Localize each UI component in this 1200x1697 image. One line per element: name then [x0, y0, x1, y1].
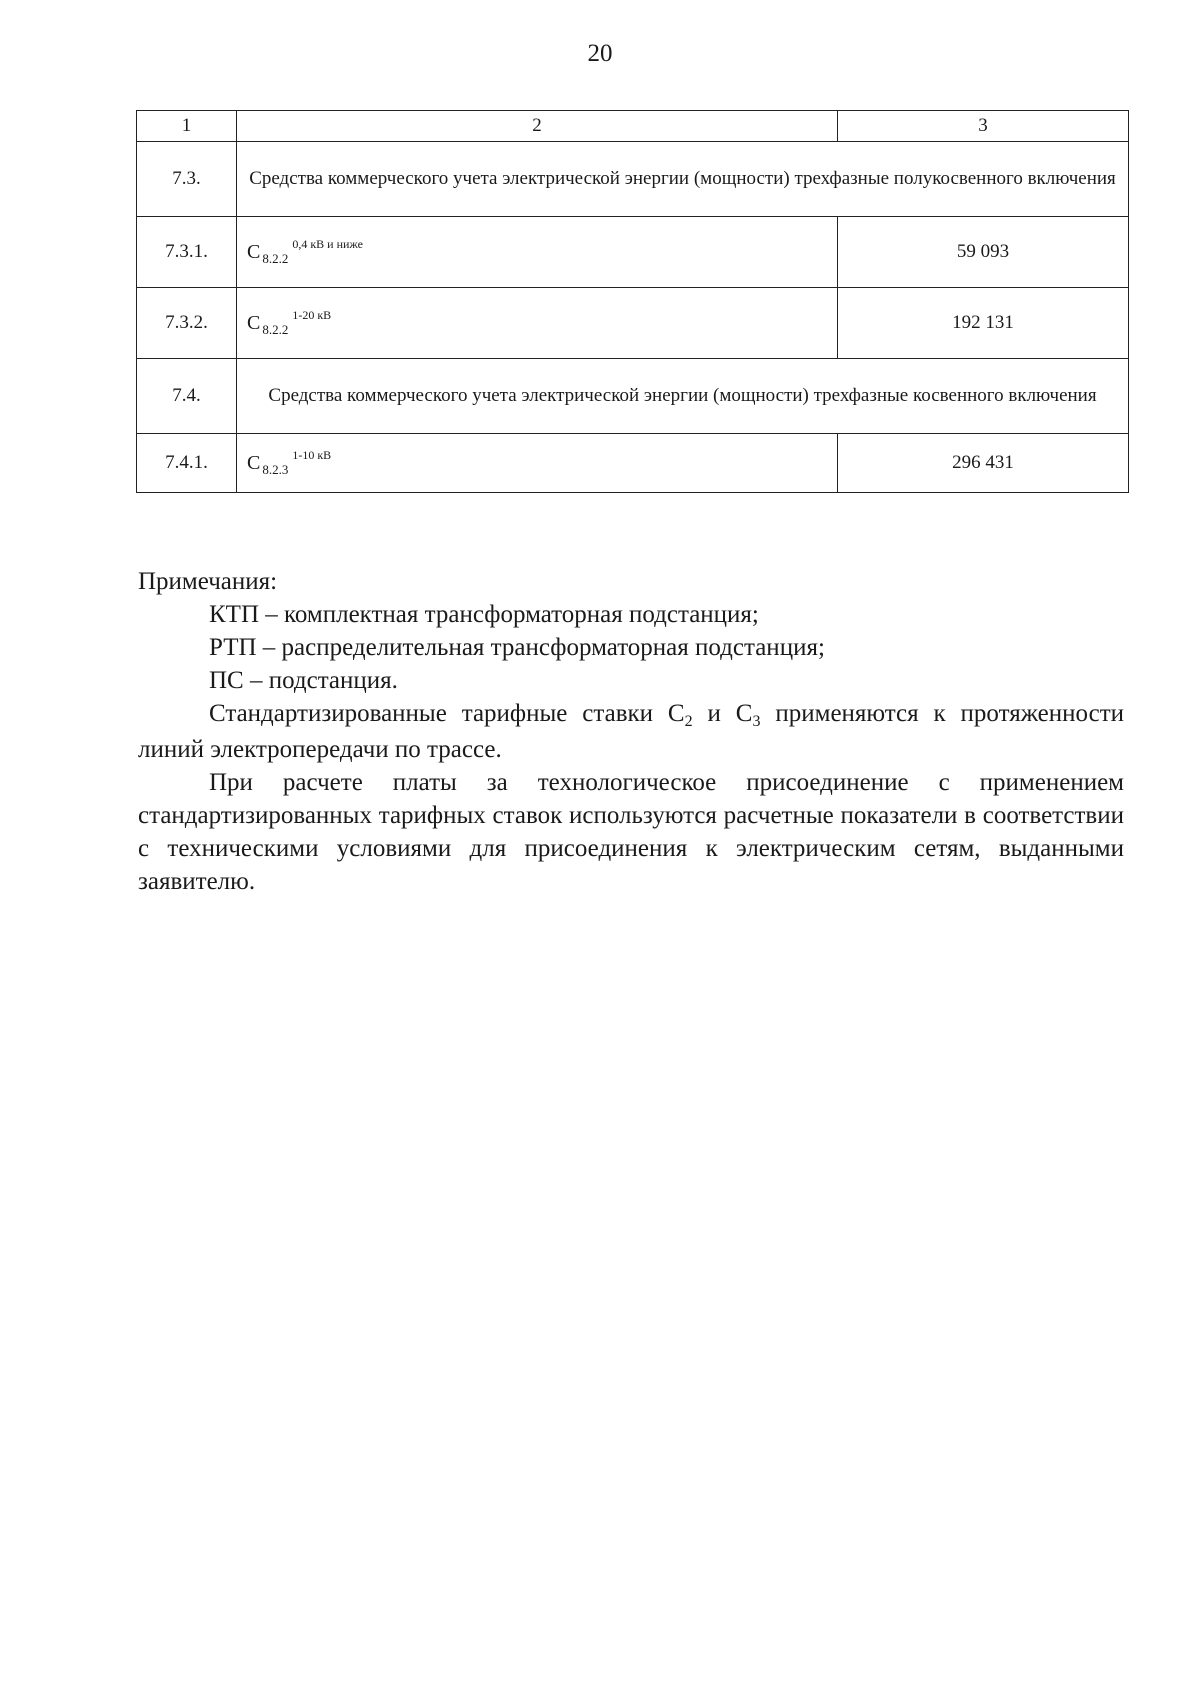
tariff-symbol [237, 288, 838, 359]
tariff-value: 192 131 [838, 288, 1129, 359]
row-number: 7.3. [137, 142, 237, 217]
symbol-superscript: 1-20 кВ [292, 307, 332, 322]
tariff-symbol [237, 217, 838, 288]
table-row [137, 288, 1129, 359]
note-paragraph-calculation: При расчете платы за технологическое присоединение с применением стандартизированных тарифных ставок используются расчетные показатели в соответствии с техническими условиями для присоединения к электрическим сетям, выданными заявителю. [138, 769, 1124, 895]
notes-title: Примечания: [138, 568, 278, 595]
note-item: ПС – подстанция. [209, 667, 398, 694]
symbol-subscript: 8.2.2 [262, 250, 289, 266]
symbol-superscript: 0,4 кВ и ниже [292, 236, 363, 251]
header-cell-2: 2 [237, 111, 838, 142]
section-description: Средства коммерческого учета электрической энергии (мощности) трехфазные косвенного включения [237, 359, 1129, 434]
header-cell-3: 3 [838, 111, 1129, 142]
header-cell-1: 1 [137, 111, 237, 142]
symbol-superscript: 1-10 кВ [292, 447, 332, 462]
subscript: 3 [752, 713, 761, 730]
table-row [137, 217, 1129, 288]
table-row [137, 434, 1129, 493]
notes-section [138, 565, 1124, 898]
symbol-subscript: 8.2.3 [262, 461, 289, 477]
tariff-value: 296 431 [838, 434, 1129, 493]
tariff-symbol [237, 434, 838, 493]
section-row-7-4 [137, 359, 1129, 434]
note-item: РТП – распределительная трансформаторная подстанция; [209, 634, 825, 661]
paragraph-text: и С [692, 700, 753, 727]
section-row-7-3 [137, 142, 1129, 217]
symbol-letter: С [247, 240, 261, 263]
table-header-row [137, 111, 1129, 142]
page-number: 20 [587, 40, 613, 67]
tariff-table [136, 110, 1129, 493]
note-paragraph-rates [138, 697, 1124, 766]
symbol-letter: С [247, 311, 261, 334]
row-number: 7.4. [137, 359, 237, 434]
tariff-value: 59 093 [838, 217, 1129, 288]
paragraph-text: применяются к протяженности линий электропередачи по трассе. [138, 700, 1125, 763]
row-number: 7.4.1. [137, 434, 237, 493]
row-number: 7.3.1. [137, 217, 237, 288]
section-description: Средства коммерческого учета электрической энергии (мощности) трехфазные полукосвенного включения [237, 142, 1129, 217]
symbol-letter: С [247, 451, 261, 474]
note-item: КТП – комплектная трансформаторная подстанция; [209, 601, 759, 628]
subscript: 2 [684, 713, 693, 730]
row-number: 7.3.2. [137, 288, 237, 359]
paragraph-text: Стандартизированные тарифные ставки С [209, 700, 685, 727]
symbol-subscript: 8.2.2 [262, 321, 289, 337]
